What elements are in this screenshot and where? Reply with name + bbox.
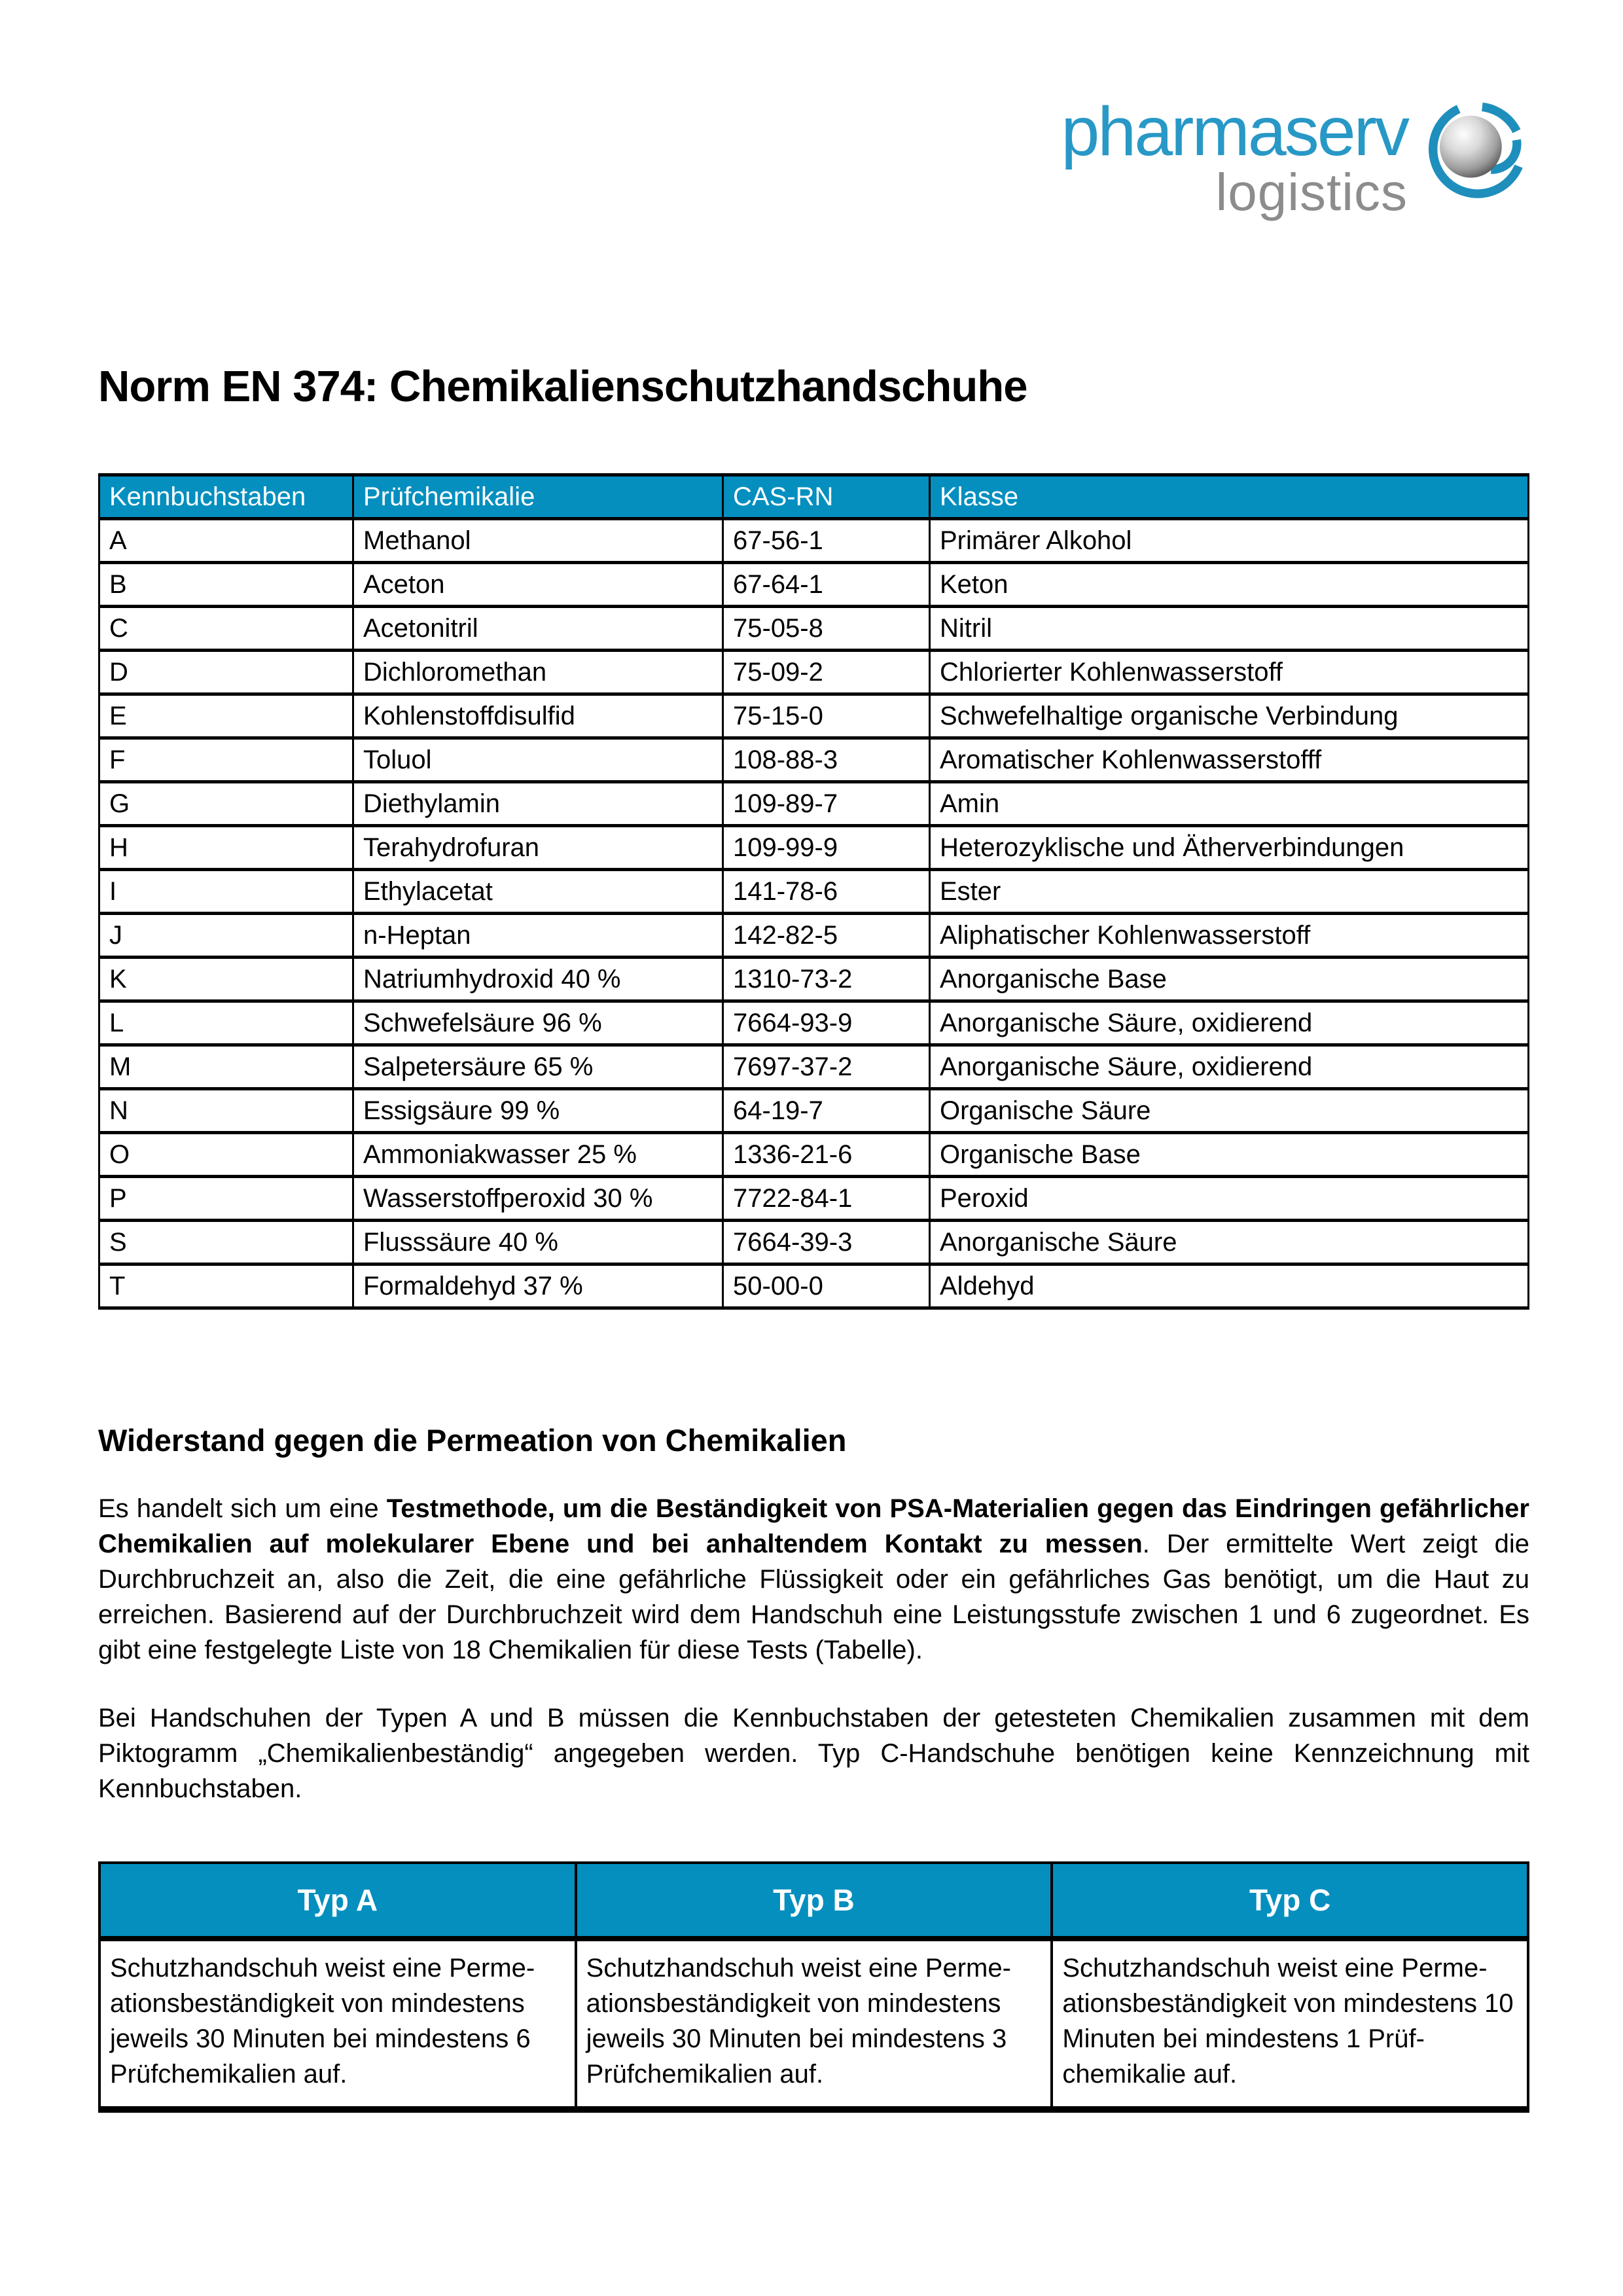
table-cell: H — [99, 826, 353, 870]
type-table-body-row — [99, 1939, 1528, 2109]
table-cell: Wasserstoffperoxid 30 % — [353, 1177, 723, 1221]
column-header-pruefchemikalie: Prüfchemikalie — [353, 475, 723, 519]
table-cell: 67-56-1 — [723, 519, 930, 563]
table-cell: 50-00-0 — [723, 1265, 930, 1308]
table-cell: 7697-37-2 — [723, 1045, 930, 1089]
type-b-description: Schutzhandschuh weist eine Permeationsbeständigkeit von mindestens jeweils 30 Minuten bei mindestens 3 Prüfchemikalien auf. — [576, 1939, 1052, 2109]
table-cell: 1336-21-6 — [723, 1133, 930, 1177]
text-run: Es handelt sich um eine — [98, 1494, 387, 1523]
paragraph-kennzeichnung: Bei Handschuhen der Typen A und B müssen die Kennbuchstaben der getesteten Chemikalien zusammen mit dem Piktogramm „Chemikalienbeständig“ angegeben werden. Typ C-Handschuhe benötigen keine Kennzeichnung mit Kennbuchstaben. — [98, 1704, 1529, 1803]
table-cell: Anorganische Säure — [930, 1221, 1529, 1265]
table-cell: Essigsäure 99 % — [353, 1089, 723, 1133]
table-cell: Terahydrofuran — [353, 826, 723, 870]
table-cell: 7664-39-3 — [723, 1221, 930, 1265]
table-cell: J — [99, 914, 353, 958]
table-cell: Ester — [930, 870, 1529, 914]
table-cell: Toluol — [353, 738, 723, 782]
table-cell: Aliphatischer Kohlenwasserstoff — [930, 914, 1529, 958]
table-cell: Keton — [930, 563, 1529, 607]
table-cell: 1310-73-2 — [723, 958, 930, 1001]
table-row — [99, 782, 1529, 826]
table-cell: 67-64-1 — [723, 563, 930, 607]
table-cell: n-Heptan — [353, 914, 723, 958]
column-header-cas-rn: CAS-RN — [723, 475, 930, 519]
table-cell: 108-88-3 — [723, 738, 930, 782]
table-cell: G — [99, 782, 353, 826]
table-cell: 142-82-5 — [723, 914, 930, 958]
column-header-kennbuchstaben: Kennbuchstaben — [99, 475, 353, 519]
sphere-swoosh-icon — [1418, 99, 1529, 211]
table-header-row — [99, 475, 1529, 519]
paragraph-permeation — [98, 1491, 1529, 1668]
table-row — [99, 914, 1529, 958]
table-cell: Primärer Alkohol — [930, 519, 1529, 563]
type-table-header-row — [99, 1863, 1528, 1939]
table-cell: 75-15-0 — [723, 694, 930, 738]
table-cell: A — [99, 519, 353, 563]
column-header-typ-a: Typ A — [99, 1863, 576, 1939]
logo-wordmark — [1061, 93, 1408, 221]
table-row — [99, 958, 1529, 1001]
logo — [98, 93, 1529, 241]
table-cell: Methanol — [353, 519, 723, 563]
page-title: Norm EN 374: Chemikalienschutzhandschuhe — [98, 362, 1027, 411]
table-cell: F — [99, 738, 353, 782]
section-heading: Widerstand gegen die Permeation von Chemikalien — [98, 1423, 847, 1458]
table-cell: C — [99, 607, 353, 651]
table-row — [99, 651, 1529, 694]
table-cell: 7664-93-9 — [723, 1001, 930, 1045]
table-cell: M — [99, 1045, 353, 1089]
table-row — [99, 1221, 1529, 1265]
table-cell: I — [99, 870, 353, 914]
table-row — [99, 1265, 1529, 1308]
table-cell: Organische Säure — [930, 1089, 1529, 1133]
table-row — [99, 607, 1529, 651]
table-row — [99, 694, 1529, 738]
table-cell: 109-99-9 — [723, 826, 930, 870]
table-cell: Organische Base — [930, 1133, 1529, 1177]
table-cell: Salpetersäure 65 % — [353, 1045, 723, 1089]
table-cell: Diethylamin — [353, 782, 723, 826]
table-cell: Ammoniakwasser 25 % — [353, 1133, 723, 1177]
table-row — [99, 1177, 1529, 1221]
table-row — [99, 1001, 1529, 1045]
text-run-bold: Testmethode, um die Beständigkeit von PSA-Materialien gegen das Eindringen gefährlicher Chemikalien auf molekularer Ebene und bei anhaltendem Kontakt zu messen — [98, 1494, 1529, 1558]
table-cell: Dichloromethan — [353, 651, 723, 694]
table-cell: Natriumhydroxid 40 % — [353, 958, 723, 1001]
table-cell: Anorganische Säure, oxidierend — [930, 1045, 1529, 1089]
table-cell: E — [99, 694, 353, 738]
table-cell: Aceton — [353, 563, 723, 607]
table-row — [99, 1089, 1529, 1133]
table-cell: Peroxid — [930, 1177, 1529, 1221]
table-cell: Formaldehyd 37 % — [353, 1265, 723, 1308]
table-row — [99, 1133, 1529, 1177]
table-cell: Anorganische Base — [930, 958, 1529, 1001]
table-cell: Nitril — [930, 607, 1529, 651]
table-cell: Ethylacetat — [353, 870, 723, 914]
table-row — [99, 826, 1529, 870]
text-run: . Der ermittelte Wert zeigt die Durchbruchzeit an, also die Zeit, die eine gefährliche Flüssigkeit oder ein gefährliches Gas benötigt, um die Haut zu erreichen. Basierend auf der Durchbruchzeit wird dem Handschuh eine Leistungsstufe zwischen 1 und 6 zugeordnet. Es gibt eine festgelegte Liste von 18 Chemikalien für diese Tests (Tabelle). — [98, 1530, 1529, 1664]
column-header-klasse: Klasse — [930, 475, 1529, 519]
type-table — [98, 1861, 1529, 2113]
table-cell: L — [99, 1001, 353, 1045]
logo-brand-text: pharmaserv — [1061, 93, 1408, 170]
table-cell: Amin — [930, 782, 1529, 826]
table-cell: 141-78-6 — [723, 870, 930, 914]
table-cell: 64-19-7 — [723, 1089, 930, 1133]
type-c-description: Schutzhandschuh weist eine Permeationsbeständigkeit von mindestens 10 Minuten bei mindestens 1 Prüfchemikalie auf. — [1052, 1939, 1528, 2109]
table-cell: N — [99, 1089, 353, 1133]
table-cell: T — [99, 1265, 353, 1308]
table-cell: K — [99, 958, 353, 1001]
table-row — [99, 870, 1529, 914]
table-row — [99, 519, 1529, 563]
table-cell: Aromatischer Kohlenwasserstofff — [930, 738, 1529, 782]
column-header-typ-c: Typ C — [1052, 1863, 1528, 1939]
table-cell: 7722-84-1 — [723, 1177, 930, 1221]
table-row — [99, 563, 1529, 607]
table-cell: Aldehyd — [930, 1265, 1529, 1308]
chemical-table-body — [99, 519, 1529, 1308]
chemical-table — [98, 473, 1529, 1310]
table-cell: O — [99, 1133, 353, 1177]
table-cell: Acetonitril — [353, 607, 723, 651]
table-cell: 109-89-7 — [723, 782, 930, 826]
table-row — [99, 738, 1529, 782]
table-cell: Schwefelhaltige organische Verbindung — [930, 694, 1529, 738]
table-cell: D — [99, 651, 353, 694]
table-cell: Kohlenstoffdisulfid — [353, 694, 723, 738]
table-cell: Chlorierter Kohlenwasserstoff — [930, 651, 1529, 694]
table-cell: Schwefelsäure 96 % — [353, 1001, 723, 1045]
table-cell: 75-05-8 — [723, 607, 930, 651]
table-cell: P — [99, 1177, 353, 1221]
table-cell: Anorganische Säure, oxidierend — [930, 1001, 1529, 1045]
type-a-description: Schutzhandschuh weist eine Permeationsbeständigkeit von mindestens jeweils 30 Minuten bei mindestens 6 Prüfchemikalien auf. — [99, 1939, 576, 2109]
table-cell: Flusssäure 40 % — [353, 1221, 723, 1265]
table-cell: 75-09-2 — [723, 651, 930, 694]
column-header-typ-b: Typ B — [576, 1863, 1052, 1939]
logo-sub-text: logistics — [1215, 163, 1408, 221]
table-cell: S — [99, 1221, 353, 1265]
table-cell: Heterozyklische und Ätherverbindungen — [930, 826, 1529, 870]
table-cell: B — [99, 563, 353, 607]
table-row — [99, 1045, 1529, 1089]
